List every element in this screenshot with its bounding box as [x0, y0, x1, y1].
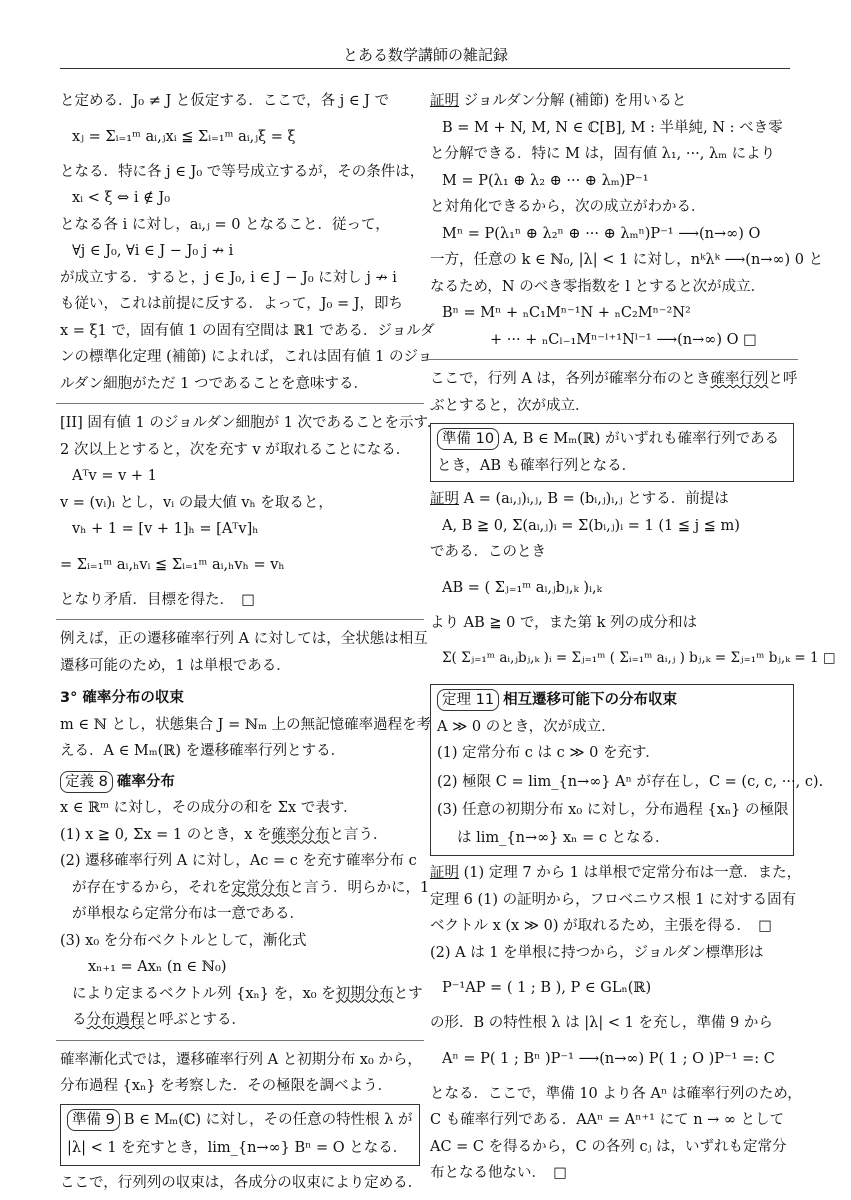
text-line: 布となる他ない． □	[430, 1165, 567, 1181]
text-line: (2) A は 1 を単根に持つから，ジョルダン標準形は	[430, 944, 764, 961]
text-line: となる．特に各 j ∈ J₀ で等号成立するが，その条件は，	[60, 163, 425, 180]
equation: Aᵀv = v + 1	[72, 468, 157, 484]
text-line: が単根なら定常分布は一意である．	[72, 906, 304, 922]
text-line: (1) x ≧ 0, Σx = 1 のとき，x を確率分布と言う．	[60, 826, 388, 843]
theorem-tag: 定理 11	[437, 689, 499, 711]
text-line: ベクトル x (x ≫ 0) が取れるため，主張を得る． □	[430, 918, 772, 934]
section-divider	[56, 1040, 424, 1041]
preparation-tag: 準備 9	[67, 1109, 120, 1131]
text-line: となる各 i に対し，aᵢ,ⱼ = 0 となること．従って，	[60, 216, 390, 233]
term-stationary-distribution: 定常分布	[231, 879, 290, 896]
text-line: により定まるベクトル列 {xₙ} を，x₀ を初期分布とす	[72, 985, 423, 1002]
left-column	[60, 88, 442, 1197]
equation: xᵢ < ξ ⇔ i ∉ J₀	[72, 190, 171, 206]
theorem-title: 相互遷移可能下の分布収束	[503, 692, 678, 708]
equation: A, B ≧ 0, Σ(aᵢ,ⱼ)ᵢ = Σ(bᵢ,ⱼ)ᵢ = 1 (1 ≦ j ≦ m)	[442, 517, 740, 534]
page-header-title: とある数学講師の雑記録	[342, 46, 508, 64]
text-line: が成立する．すると，j ∈ J₀, i ∈ J − J₀ に対し j ↛ i	[60, 269, 397, 286]
term-initial-distribution: 初期分布	[335, 985, 394, 1002]
equation: P⁻¹AP = ( 1 ; B ), P ∈ GLₙ(ℝ)	[442, 980, 652, 996]
proof-label: 証明	[430, 93, 459, 109]
text-line: AC = C を得るから，C の各列 cⱼ は，いずれも定常分	[430, 1138, 787, 1155]
equation: AB = ( Σⱼ₌₁ᵐ aᵢ,ⱼbⱼ,ₖ )ᵢ,ₖ	[442, 579, 602, 596]
text-line: ここで，行列 A は，各列が確率分布のとき確率行列と呼	[430, 371, 798, 387]
definition-8-heading	[60, 769, 420, 796]
text-line: 一方，任意の k ∈ ℕ₀, |λ| < 1 に対し，nᵏλᵏ ⟶(n→∞) 0 と	[430, 252, 824, 268]
text-line: える．A ∈ Mₘ(ℝ) を遷移確率行列とする．	[60, 743, 346, 759]
equation: Bⁿ = Mⁿ + ₙC₁Mⁿ⁻¹N + ₙC₂Mⁿ⁻²N²	[442, 305, 691, 321]
section-divider	[426, 359, 798, 360]
text-line: x ∈ ℝᵐ に対し，その成分の和を Σx で表す．	[60, 800, 358, 816]
text-line: ンの標準化定理 (補節) によれば，これは固有値 1 のジョ	[60, 349, 433, 365]
equation: B = M + N, M, N ∈ ℂ[B], M : 半単純, N : べき零	[442, 119, 783, 136]
text-line: m ∈ ℕ とし，状態集合 J = ℕₘ 上の無記憶確率過程を考	[60, 716, 432, 733]
text-line: x = ξ1 で，固有値 1 の固有空間は ℝ1 である．ジョルダ	[60, 322, 435, 339]
preparation-tag: 準備 10	[437, 428, 499, 450]
text-line: 定理 6 (1) の証明から，フロベニウス根 1 に対する固有	[430, 891, 797, 908]
text-line: となる．ここで，準備 10 より各 Aⁿ は確率行列のため，	[430, 1085, 802, 1102]
term-stochastic-matrix: 確率行列	[710, 371, 769, 387]
text-line: (2) 遷移確率行列 A に対し，Ac = c を充す確率分布 c	[60, 853, 417, 869]
preparation-9-box: 準備 9 B ∈ Mₘ(ℂ) に対し，その任意の特性根 λ が |λ| < 1 を充すとき，lim_{n→∞} Bⁿ = O となる．	[60, 1104, 420, 1167]
equation: Aⁿ = P( 1 ; Bⁿ )P⁻¹ ⟶(n→∞) P( 1 ; O )P⁻¹ =: C	[442, 1050, 775, 1067]
text-line: C も確率行列である．AAⁿ = Aⁿ⁺¹ にて n → ∞ として	[430, 1112, 785, 1128]
equation: xⱼ = Σᵢ₌₁ᵐ aᵢ,ⱼxᵢ ≦ Σᵢ₌₁ᵐ aᵢ,ⱼξ = ξ	[72, 128, 296, 145]
proof-start: 証明 (1) 定理 7 から 1 は単根で定常分布は一意．また，	[430, 865, 802, 881]
section-divider	[56, 403, 424, 404]
text-line: (3) x₀ を分布ベクトルとして，漸化式	[60, 932, 307, 949]
text-line: なるため，N のべき零指数を l とすると次が成立．	[430, 278, 766, 295]
equation: = Σᵢ₌₁ᵐ aᵢ,ₕvᵢ ≦ Σᵢ₌₁ᵐ aᵢ,ₕvₕ = vₕ	[60, 556, 285, 573]
equation: + ··· + ₙCₗ₋₁Mⁿ⁻ˡ⁺¹Nˡ⁻¹ ⟶(n→∞) O □	[490, 331, 757, 348]
proof-start: 証明 A = (aᵢ,ⱼ)ᵢ,ⱼ, B = (bᵢ,ⱼ)ᵢ,ⱼ とする．前提は	[430, 491, 729, 507]
proof-start: 証明 ジョルダン分解 (補節) を用いると	[430, 93, 687, 109]
equation: M = P(λ₁ ⊕ λ₂ ⊕ ··· ⊕ λₘ)P⁻¹	[442, 172, 649, 189]
text-line: る分布過程と呼ぶとする．	[72, 1012, 246, 1028]
text-line: ここで，行列列の収束は，各成分の収束により定める．	[60, 1175, 423, 1191]
text-line: より AB ≧ 0 で，また第 k 列の成分和は	[430, 614, 698, 631]
text-line: 確率漸化式では，遷移確率行列 A と初期分布 x₀ から，	[60, 1051, 422, 1068]
preparation-10-box: 準備 10 A, B ∈ Mₘ(ℝ) がいずれも確率行列である とき，AB も確率行列となる．	[430, 423, 794, 482]
text-line: となり矛盾．目標を得た． □	[60, 591, 255, 608]
text-line: も従い，これは前提に反する．よって，J₀ = J，即ち	[60, 296, 404, 312]
definition-tag: 定義 8	[60, 771, 113, 793]
text-line: 例えば，正の遷移確率行列 A に対しては，全状態は相互	[60, 631, 428, 647]
section-divider	[56, 619, 424, 620]
theorem-11-box: 定理 11 相互遷移可能下の分布収束 A ≫ 0 のとき，次が成立． (1) 定常分布 c は c ≫ 0 を充す． (2) 極限 C = lim_{n→∞} Aⁿ が存在し，C = (c, c, ···, c). (3) 任意の初期分布 x₀ に対し，分布過程 {xₙ} の極限 は lim_{n→∞} xₙ = c となる．	[430, 684, 794, 856]
text-line: 分布過程 {xₙ} を考察した．その極限を調べよう．	[60, 1078, 393, 1094]
text-line: [II] 固有値 1 のジョルダン細胞が 1 次であることを示す．	[60, 415, 442, 431]
equation: Σ( Σⱼ₌₁ᵐ aᵢ,ⱼbⱼ,ₖ )ᵢ = Σⱼ₌₁ᵐ ( Σᵢ₌₁ᵐ aᵢ,ⱼ ) bⱼ,ₖ = Σⱼ₌₁ᵐ bⱼ,ₖ = 1 □	[442, 650, 836, 666]
text-line: 2 次以上とすると，次を充す v が取れることになる．	[60, 441, 411, 458]
section-heading: 3° 確率分布の収束	[60, 690, 184, 706]
text-line: と分解できる．特に M は，固有値 λ₁, ···, λₘ により	[430, 146, 776, 162]
text-line: ぶとすると，次が成立．	[430, 397, 590, 414]
equation: Mⁿ = P(λ₁ⁿ ⊕ λ₂ⁿ ⊕ ··· ⊕ λₘⁿ)P⁻¹ ⟶(n→∞) O	[442, 225, 761, 242]
right-column	[430, 88, 836, 1187]
text-line: が存在するから，それを定常分布と言う．明らかに，1	[72, 879, 430, 896]
text-line: ルダン細胞がただ 1 つであることを意味する．	[60, 375, 369, 392]
term-probability-distribution: 確率分布	[271, 826, 330, 843]
text-line: と定める．J₀ ≠ J と仮定する．ここで，各 j ∈ J で	[60, 93, 390, 109]
equation: ∀j ∈ J₀, ∀i ∈ J − J₀ j ↛ i	[72, 243, 234, 259]
equation: xₙ₊₁ = Axₙ (n ∈ ℕ₀)	[88, 959, 227, 975]
text-line: と対角化できるから，次の成立がわかる．	[430, 199, 706, 215]
text-line: の形．B の特性根 λ は |λ| < 1 を充し，準備 9 から	[430, 1015, 773, 1031]
proof-label: 証明	[430, 865, 459, 881]
text-line: 遷移可能のため，1 は単根である．	[60, 657, 291, 674]
term-distribution-process: 分布過程	[86, 1012, 145, 1028]
text-line: v = (vᵢ)ᵢ とし，vᵢ の最大値 vₕ を取ると，	[60, 494, 333, 511]
equation: vₕ + 1 = [v + 1]ₕ = [Aᵀv]ₕ	[72, 521, 259, 537]
text-line: である．このとき	[430, 544, 546, 560]
header-divider	[60, 68, 790, 69]
definition-title: 確率分布	[116, 773, 175, 790]
proof-label: 証明	[430, 491, 459, 507]
